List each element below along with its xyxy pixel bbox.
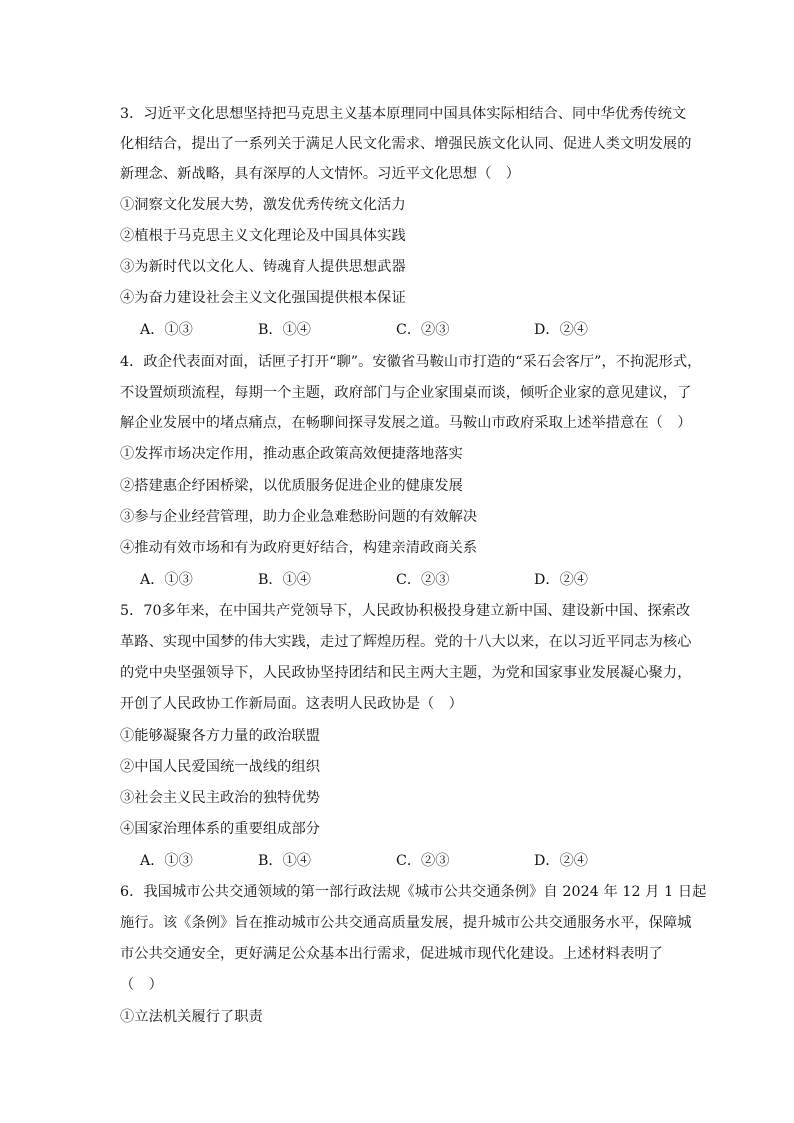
q6-stem-line-3: 市公共交通安全，更好满足公众基本出行需求，促进城市现代化建设。上述材料表明了: [120, 946, 663, 962]
q3-option-d[interactable]: D．②④: [534, 322, 588, 338]
q4-option-d[interactable]: D．②④: [534, 572, 588, 588]
q5-option-a[interactable]: A．①③: [140, 853, 193, 869]
q4-option-c[interactable]: C．②③: [396, 572, 450, 588]
q6-stem-line-1: 6．我国城市公共交通领域的第一部行政法规《城市公共交通条例》自 2024 年 12 月 1 日起: [120, 884, 707, 900]
q3-statement-1: ①洞察文化发展大势，激发优秀传统文化活力: [120, 197, 406, 213]
q5-statement-1: ①能够凝聚各方力量的政治联盟: [120, 728, 321, 744]
q4-stem-line-1: 4．政企代表面对面，话匣子打开“聊”。安徽省马鞍山市打造的“采石会客厅”，不拘泥形式，: [120, 354, 702, 370]
q5-statement-4: ④国家治理体系的重要组成部分: [120, 821, 321, 837]
q6-stem-line-2: 施行。该《条例》旨在推动城市公共交通高质量发展，提升城市公共交通服务水平，保障城: [120, 915, 692, 931]
q4-stem-line-3: 解企业发展中的堵点痛点，在畅聊间探寻发展之道。马鞍山市政府采取上述举措意在（ ）: [120, 415, 692, 431]
q6-statement-1: ①立法机关履行了职责: [120, 1009, 263, 1025]
q5-option-d[interactable]: D．②④: [534, 853, 588, 869]
q5-stem-line-4: 开创了人民政协工作新局面。这表明人民政协是（ ）: [120, 696, 463, 712]
q3-statement-3: ③为新时代以文化人、铸魂育人提供思想武器: [120, 259, 406, 275]
q4-statement-3: ③参与企业经营管理，助力企业急难愁盼问题的有效解决: [120, 509, 478, 525]
q3-option-a[interactable]: A．①③: [140, 322, 193, 338]
q4-option-a[interactable]: A．①③: [140, 572, 193, 588]
q5-stem-line-3: 的党中央坚强领导下，人民政协坚持团结和民主两大主题，为党和国家事业发展凝心聚力，: [120, 665, 692, 681]
q3-statement-2: ②植根于马克思主义文化理论及中国具体实践: [120, 228, 406, 244]
q4-statement-1: ①发挥市场决定作用，推动惠企政策高效便捷落地落实: [120, 446, 463, 462]
q5-option-b[interactable]: B．①④: [258, 853, 311, 869]
q5-stem-line-1: 5．70多年来，在中国共产党领导下，人民政协积极投身建立新中国、建设新中国、探索改: [120, 603, 691, 619]
q3-stem-line-1: 3．习近平文化思想坚持把马克思主义基本原理同中国具体实际相结合、同中华优秀传统文: [120, 106, 687, 122]
q3-option-c[interactable]: C．②③: [396, 322, 450, 338]
q3-stem-line-3: 新理念、新战略，具有深厚的人文情怀。习近平文化思想（ ）: [120, 166, 521, 182]
q3-stem-line-2: 化相结合，提出了一系列关于满足人民文化需求、增强民族文化认同、促进人类文明发展的: [120, 136, 692, 152]
q5-statement-3: ③社会主义民主政治的独特优势: [120, 790, 321, 806]
q4-statement-4: ④推动有效市场和有为政府更好结合，构建亲清政商关系: [120, 540, 478, 556]
q5-statement-2: ②中国人民爱国统一战线的组织: [120, 759, 321, 775]
q6-stem-line-4: （ ）: [120, 977, 163, 993]
q5-stem-line-2: 革路、实现中国梦的伟大实践，走过了辉煌历程。党的十八大以来，在以习近平同志为核心: [120, 634, 692, 650]
q5-option-c[interactable]: C．②③: [396, 853, 450, 869]
q3-statement-4: ④为奋力建设社会主义文化强国提供根本保证: [120, 290, 406, 306]
q4-statement-2: ②搭建惠企纾困桥梁，以优质服务促进企业的健康发展: [120, 478, 463, 494]
q4-stem-line-2: 不设置烦琐流程，每期一个主题，政府部门与企业家围桌而谈，倾听企业家的意见建议，了: [120, 385, 692, 401]
q4-option-b[interactable]: B．①④: [258, 572, 311, 588]
q3-option-b[interactable]: B．①④: [258, 322, 311, 338]
